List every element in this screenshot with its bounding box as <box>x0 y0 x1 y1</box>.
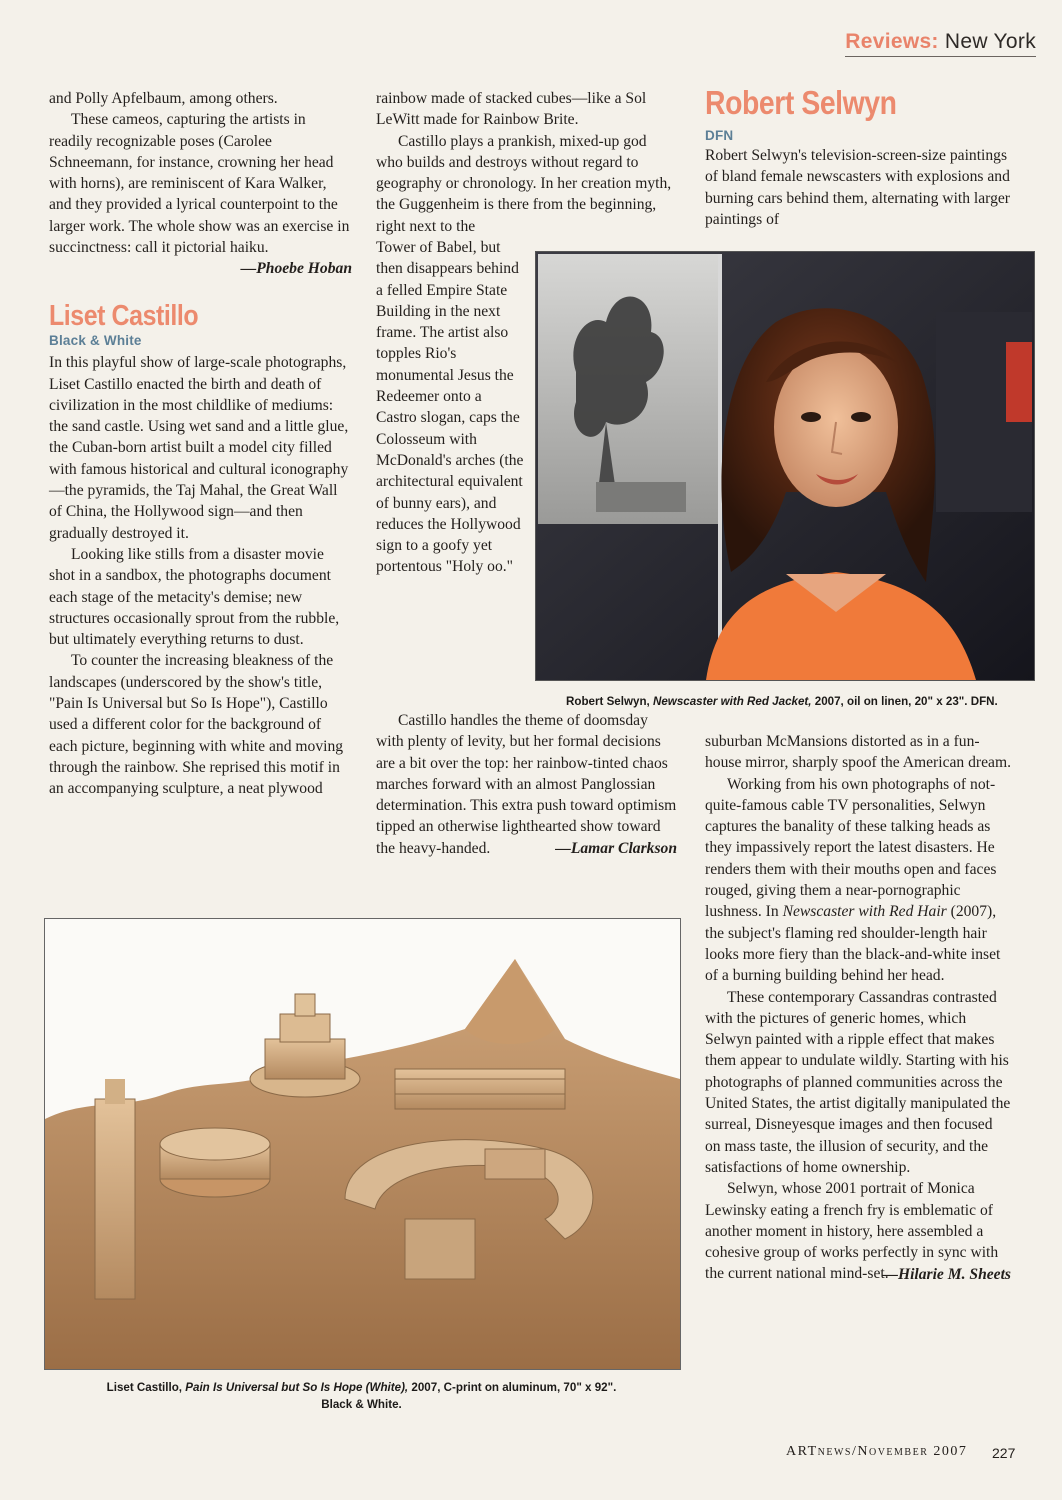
section-label: Reviews: <box>845 30 939 53</box>
paragraph-text: In <box>765 903 779 921</box>
newscaster-painting <box>535 251 1035 681</box>
byline-hilarie-sheets: —Hilarie M. Sheets <box>882 1265 1011 1283</box>
caption-title: Newscaster with Red Jacket, <box>652 695 812 708</box>
paragraph: These cameos, capturing the artists in readily recognizable poses (Carolee Schneemann, for instance, crowning her head with horns), are reminiscent of Kara Walker, and they provided a lyrical counterpoint to the larger work. The whole show was an exercise in succinctness: call it pictorial haiku. <box>49 111 350 257</box>
headline-robert-selwyn: Robert Selwyn <box>705 84 897 121</box>
paragraph: Tower of Babel, but then disappears behind a felled Empire State Building in the next frame. The artist also topples Rio's monumental Jesus the Redeemer onto a Castro slogan, caps the Colosseum with McDonald's arches (the architectural equivalent of bunny ears), and reduces the Hollywood sign to a goofy yet portentous "Holy oo." <box>376 239 524 576</box>
caption-newscaster <box>566 693 1031 710</box>
column-2-top <box>376 88 672 237</box>
byline-lamar-clarkson: —Lamar Clarkson <box>555 840 677 858</box>
column-1 <box>49 88 352 800</box>
caption-details: 2007, oil on linen, 20" x 23". DFN. <box>814 695 998 708</box>
footer-magazine: ARTnews/November 2007 <box>786 1444 968 1459</box>
paragraph: Looking like stills from a disaster movie shot in a sandbox, the photographs document each stage of the metacity's demise; new structures occasionally sprout from the rubble, but ultimately everything returns to dust. <box>49 545 340 649</box>
paragraph: Castillo plays a prankish, mixed-up god who builds and destroys without regard to geography or chronology. In her creation myth, the Guggenheim is there from the beginning, right next to the <box>376 132 672 235</box>
section-header <box>845 30 1036 57</box>
sandcastle-photograph <box>44 918 681 1370</box>
paragraph: Selwyn, whose 2001 portrait of Monica Lewinsky eating a french fry is emblematic of another moment in history, here assembled a cohesive group of works perfectly in sync with the current national mind-set. <box>705 1180 999 1283</box>
section-city: New York <box>944 30 1036 53</box>
paragraph-text: Working from his own photographs of not-quite-famous cable TV personalities, Selwyn captures the banality of these talking heads as they impassively report the latest disasters. He renders them with their mouths open and faces rouged, giving them a near-pornographic lushness. <box>705 775 997 921</box>
column-3-top <box>705 84 1025 230</box>
caption-details: 2007, C-print on aluminum, 70" x 92". <box>411 1381 617 1394</box>
artwork-title: Newscaster with Red Hair <box>782 903 947 921</box>
paragraph: In this playful show of large-scale photographs, Liset Castillo enacted the birth and death of civilization in the most childlike of mediums: the sand castle. Using wet sand and a little glue, the Cuban-born artist built a model city filled with famous historical and cultural iconography—the pyramids, the Taj Mahal, the Great Wall of China, the Hollywood sign—and then gradually destroyed it. <box>49 354 349 542</box>
paragraph <box>705 774 1011 987</box>
page-number: 227 <box>992 1445 1016 1461</box>
headline-liset-castillo: Liset Castillo <box>49 299 199 332</box>
paragraph: To counter the increasing bleakness of the landscapes (underscored by the show's title, "Pain Is Universal but So Is Hope"), Castillo used a different color for the background of each picture, beginning with white and moving through the rainbow. She reprised this motif in an accompanying sculpture, a neat plywood <box>49 652 344 798</box>
sandcastle-illustration <box>45 919 680 1369</box>
column-2-bottom <box>376 710 677 859</box>
gallery-name: DFN <box>705 128 734 143</box>
paragraph: rainbow made of stacked cubes—like a Sol LeWitt made for Rainbow Brite. <box>376 90 647 129</box>
column-2-wrap <box>376 237 524 578</box>
paragraph-text: (2007), the subject's flaming red shoulder-length hair looks more fiery than the black-and-white inset of a burning building behind her head. <box>705 903 1001 985</box>
newscaster-illustration <box>536 252 1034 680</box>
paragraph: Robert Selwyn's television-screen-size paintings of bland female newscasters with explosions and burning cars behind them, alternating with larger paintings of <box>705 147 1010 228</box>
paragraph: Castillo handles the theme of doomsday with plenty of levity, but her formal decisions are a bit over the top: her rainbow-tinted chaos marches forward with an almost Panglossian determination. This extra push toward optimism tipped an otherwise lighthearted show toward the heavy-handed. <box>376 712 677 857</box>
caption-title: Pain Is Universal but So Is Hope (White), <box>185 1381 409 1394</box>
paragraph: suburban McMansions distorted as in a fun-house mirror, sharply spoof the American dream. <box>705 733 1011 772</box>
caption-gallery: Black & White. <box>321 1398 402 1411</box>
caption-artist: Robert Selwyn, <box>566 695 650 708</box>
gallery-name: Black & White <box>49 332 142 348</box>
column-3-bottom <box>705 731 1011 1285</box>
paragraph: These contemporary Cassandras contrasted with the pictures of generic homes, which Selwyn painted with a ripple effect that makes them appear to undulate wildly. Starting with his photographs of planned communities across the United States, the artist digitally manipulated the surreal, Disneyesque images and then focused on mass taste, the illusion of security, and the satisfactions of home ownership. <box>705 988 1011 1176</box>
byline-phoebe-hoban: —Phoebe Hoban <box>240 260 352 278</box>
paragraph: and Polly Apfelbaum, among others. <box>49 90 278 107</box>
caption-artist: Liset Castillo, <box>106 1381 183 1394</box>
caption-sandcastle <box>44 1379 679 1413</box>
